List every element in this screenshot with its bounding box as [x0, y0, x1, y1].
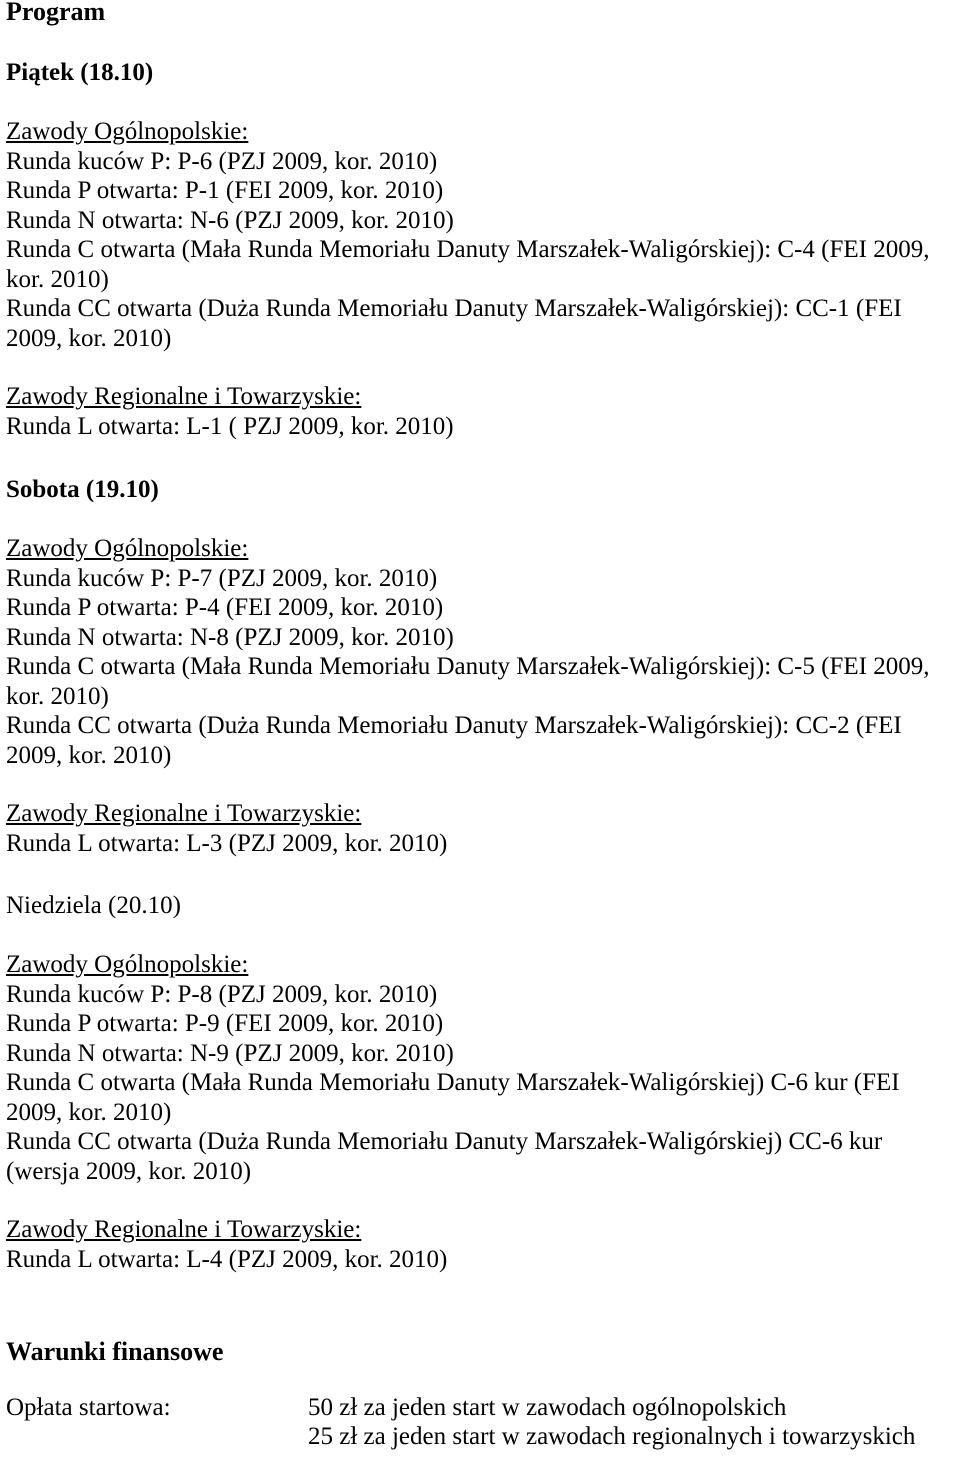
event-line: Runda P otwarta: P-9 (FEI 2009, kor. 2010)	[6, 1010, 444, 1037]
page-title: Program	[6, 0, 106, 26]
fee-label: Opłata startowa:	[6, 1393, 171, 1421]
fee-lines	[308, 1393, 915, 1452]
event-line: Runda L otwarta: L-1 ( PZJ 2009, kor. 2010)	[6, 412, 454, 440]
finance-heading: Warunki finansowe	[6, 1337, 224, 1366]
event-line: Runda kuców P: P-7 (PZJ 2009, kor. 2010)	[6, 564, 438, 592]
event-line: Runda CC otwarta (Duża Runda Memoriału Danuty Marszałek-Waligórskiej): CC-1 (FEI 2009, kor. 2010)	[6, 295, 902, 352]
event-line: Runda kuców P: P-6 (PZJ 2009, kor. 2010)	[6, 147, 438, 175]
category-regional-label: Zawody Regionalne i Towarzyskie:	[6, 383, 362, 410]
category-regional-label: Zawody Regionalne i Towarzyskie:	[6, 800, 362, 827]
event-line: Runda L otwarta: L-4 (PZJ 2009, kor. 2010)	[6, 1245, 448, 1273]
event-line: Runda C otwarta (Mała Runda Memoriału Danuty Marszałek-Waligórskiej): C-5 (FEI 2009, kor. 2010)	[6, 653, 930, 710]
day-section-sunday	[6, 891, 956, 1274]
day-section-saturday	[6, 475, 956, 858]
category-national-label: Zawody Ogólnopolskie:	[6, 535, 249, 562]
event-line: Runda N otwarta: N-8 (PZJ 2009, kor. 2010)	[6, 623, 454, 651]
category-regional-label: Zawody Regionalne i Towarzyskie:	[6, 1216, 362, 1243]
day-heading: Piątek (18.10)	[6, 59, 154, 86]
event-line: Runda C otwarta (Mała Runda Memoriału Danuty Marszałek-Waligórskiej): C-4 (FEI 2009, kor. 2010)	[6, 236, 930, 293]
event-line: Runda kuców P: P-8 (PZJ 2009, kor. 2010)	[6, 980, 438, 1008]
event-line: Runda L otwarta: L-3 (PZJ 2009, kor. 2010)	[6, 829, 448, 857]
day-heading: Sobota (19.10)	[6, 476, 159, 503]
event-line: Runda P otwarta: P-1 (FEI 2009, kor. 2010)	[6, 177, 444, 204]
fee-row	[6, 1393, 956, 1452]
day-heading: Niedziela (20.10)	[6, 892, 181, 919]
event-line: Runda N otwarta: N-9 (PZJ 2009, kor. 2010)	[6, 1039, 454, 1067]
fee-line: 50 zł za jeden start w zawodach ogólnopolskich	[308, 1393, 787, 1421]
event-line: Runda C otwarta (Mała Runda Memoriału Danuty Marszałek-Waligórskiej) C-6 kur (FEI 2009, kor. 2010)	[6, 1069, 900, 1126]
fee-line: 25 zł za jeden start w zawodach regionalnych i towarzyskich	[308, 1423, 916, 1450]
event-line: Runda CC otwarta (Duża Runda Memoriału Danuty Marszałek-Waligórskiej): CC-2 (FEI 2009, kor. 2010)	[6, 712, 902, 769]
event-line: Runda CC otwarta (Duża Runda Memoriału Danuty Marszałek-Waligórskiej) CC-6 kur (wersja 2009, kor. 2010)	[6, 1128, 883, 1185]
day-section-friday	[6, 58, 956, 441]
finance-section	[6, 1337, 956, 1452]
event-line: Runda N otwarta: N-6 (PZJ 2009, kor. 2010)	[6, 206, 454, 234]
event-line: Runda P otwarta: P-4 (FEI 2009, kor. 2010)	[6, 594, 444, 621]
category-national-label: Zawody Ogólnopolskie:	[6, 951, 249, 978]
document-page	[6, 0, 956, 1450]
category-national-label: Zawody Ogólnopolskie:	[6, 118, 249, 145]
